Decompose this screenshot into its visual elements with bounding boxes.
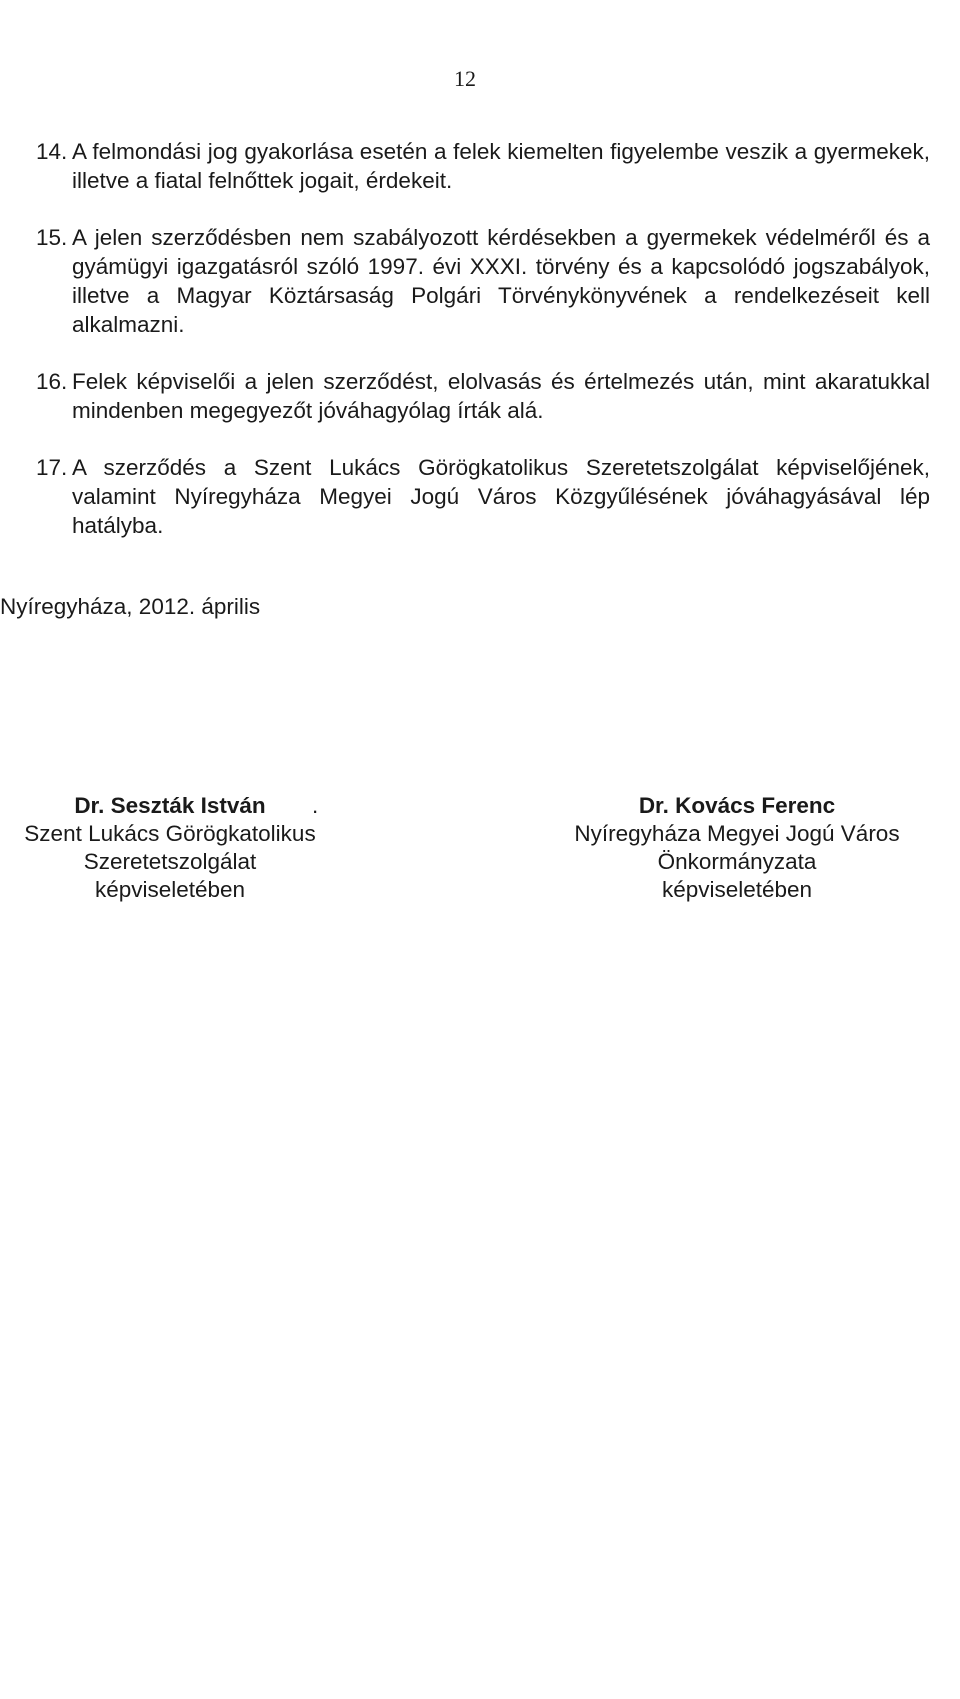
signer-organization-line: Önkormányzata <box>657 849 817 874</box>
signer-organization-line: Szent Lukács Görögkatolikus <box>24 821 316 846</box>
signer-organization-line: Nyíregyháza Megyei Jogú Város <box>574 821 900 846</box>
page-number: 12 <box>454 66 476 91</box>
signer-capacity: képviseletében <box>94 877 246 902</box>
clause-text: A jelen szerződésben nem szabályozott kérdésekben a gyermekek védelméről és a gyámügyi igazgatásról szóló 1997. évi XXXI. törvény és a kapcsolódó jogszabályok, illetve a Magyar Köztársaság Polgári Törvénykönyvének a rendelkezéseit kell alkalmazni. <box>72 225 930 337</box>
clause-number: 17. <box>36 455 68 480</box>
clause-16 <box>36 367 930 425</box>
signature-block-right <box>567 792 907 904</box>
stray-dot-mark: . <box>312 793 319 818</box>
contract-clauses <box>36 137 930 568</box>
signer-name: Dr. Seszták István <box>74 793 266 818</box>
signature-block-left <box>0 792 340 904</box>
clause-14 <box>36 137 930 195</box>
signer-capacity: képviseletében <box>661 877 813 902</box>
clause-15 <box>36 223 930 339</box>
clause-number: 14. <box>36 139 68 164</box>
clause-text: Felek képviselői a jelen szerződést, elolvasás és értelmezés után, mint akaratukkal mindenben megegyezőt jóváhagyólag írták alá. <box>72 369 930 423</box>
clause-text: A szerződés a Szent Lukács Görögkatolikus Szeretetszolgálat képviselőjének, valamint Nyíregyháza Megyei Jogú Város Közgyűlésének jóváhagyásával lép hatályba. <box>72 455 930 538</box>
clause-17 <box>36 453 930 540</box>
clause-text: A felmondási jog gyakorlása esetén a felek kiemelten figyelembe veszik a gyermekek, illetve a fiatal felnőttek jogait, érdekeit. <box>72 139 930 193</box>
clause-number: 16. <box>36 369 68 394</box>
signer-name: Dr. Kovács Ferenc <box>638 793 836 818</box>
place-and-date: Nyíregyháza, 2012. április <box>0 594 261 619</box>
signer-organization-line: Szeretetszolgálat <box>83 849 257 874</box>
clause-number: 15. <box>36 225 68 250</box>
